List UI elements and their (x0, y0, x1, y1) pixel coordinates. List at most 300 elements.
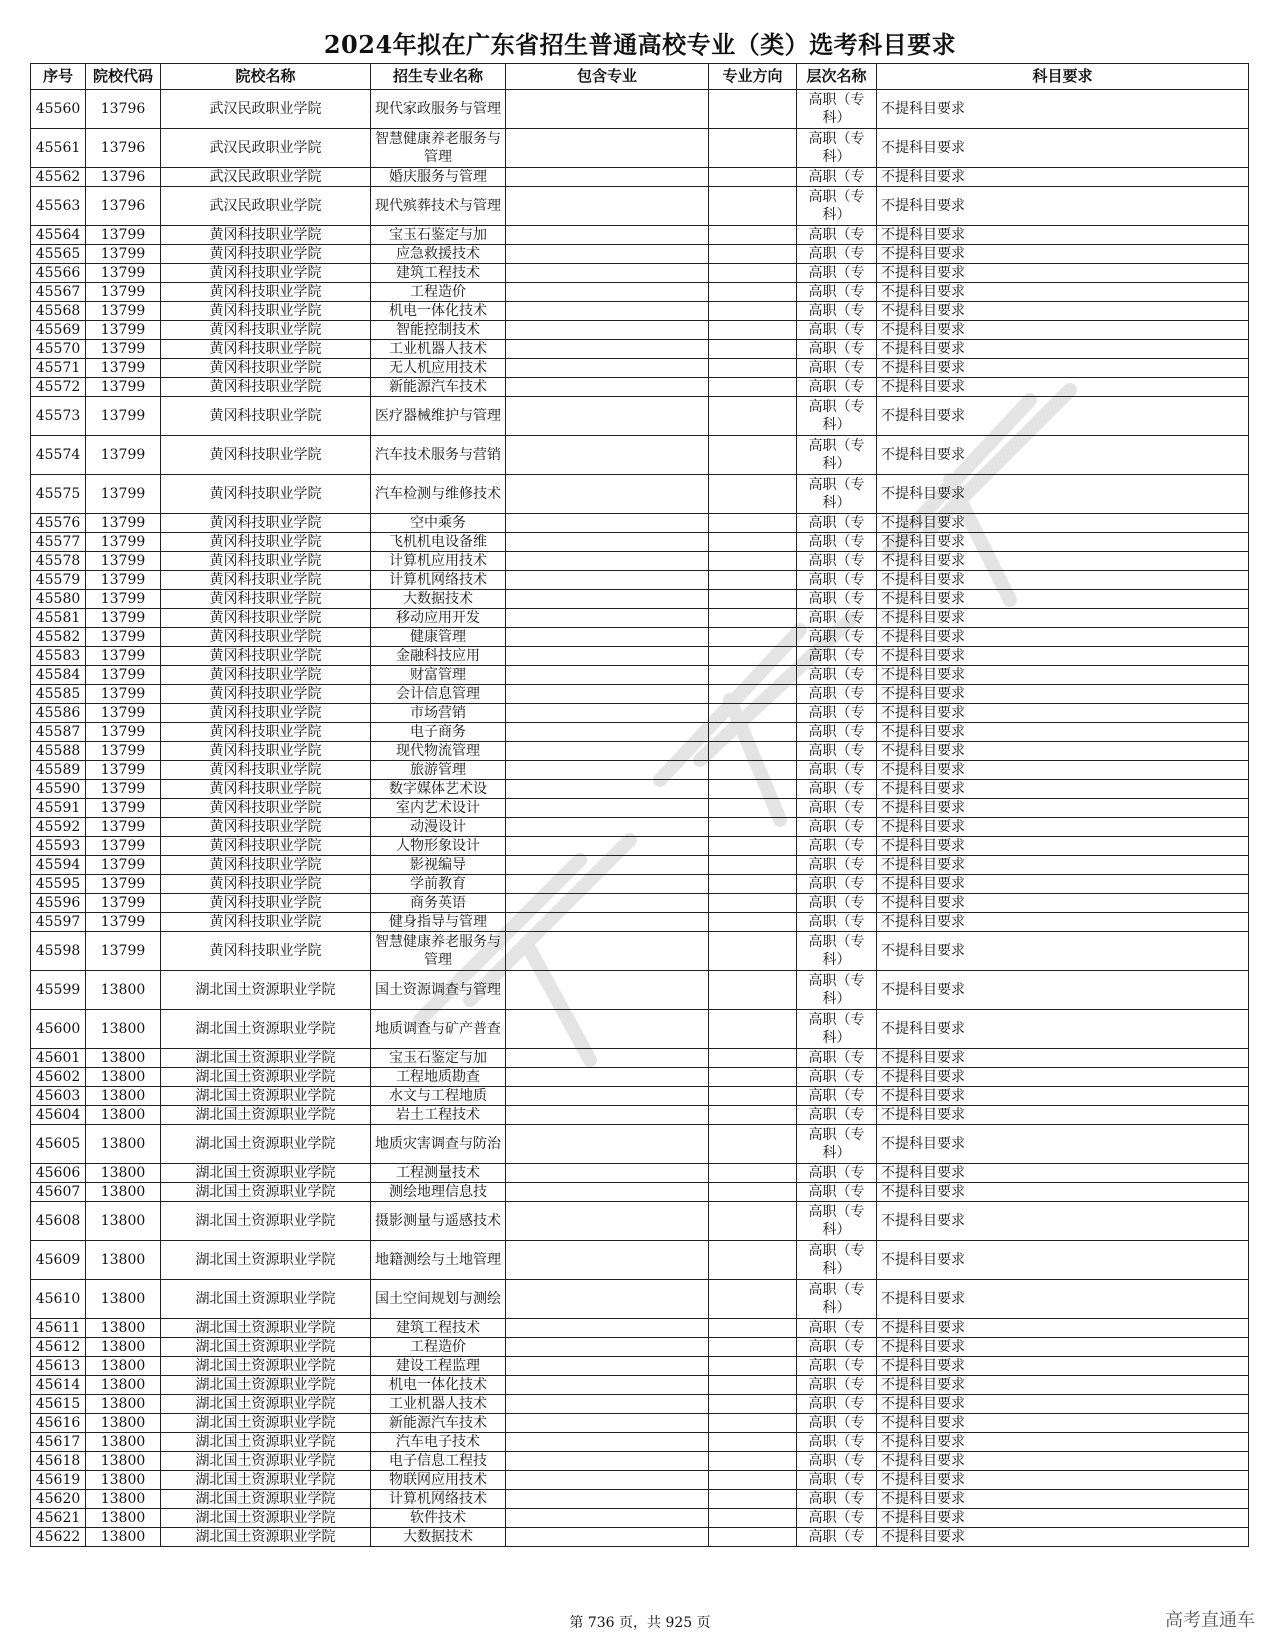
cell-requirement: 不提科目要求 (877, 1049, 1249, 1068)
table-row (31, 1049, 1249, 1068)
table-row (31, 1087, 1249, 1106)
cell-level: 高职（专科） (797, 397, 877, 436)
cell-school: 湖北国土资源职业学院 (161, 1414, 371, 1433)
cell-included (506, 552, 709, 571)
cell-code: 13800 (86, 1280, 161, 1319)
cell-major: 测绘地理信息技 (371, 1183, 506, 1202)
cell-major: 大数据技术 (371, 590, 506, 609)
cell-direction (709, 971, 797, 1010)
cell-major: 无人机应用技术 (371, 359, 506, 378)
cell-major: 医疗器械维护与管理 (371, 397, 506, 436)
cell-direction (709, 1509, 797, 1528)
cell-seq: 45622 (31, 1528, 86, 1547)
cell-code: 13800 (86, 1125, 161, 1164)
cell-level: 高职（专 (797, 514, 877, 533)
cell-included (506, 932, 709, 971)
cell-included (506, 1068, 709, 1087)
cell-major: 应急救援技术 (371, 245, 506, 264)
cell-school: 黄冈科技职业学院 (161, 780, 371, 799)
table-row (31, 971, 1249, 1010)
cell-included (506, 818, 709, 837)
cell-code: 13800 (86, 1164, 161, 1183)
cell-school: 黄冈科技职业学院 (161, 436, 371, 475)
cell-requirement: 不提科目要求 (877, 514, 1249, 533)
cell-code: 13799 (86, 226, 161, 245)
cell-direction (709, 1319, 797, 1338)
cell-school: 黄冈科技职业学院 (161, 359, 371, 378)
cell-seq: 45605 (31, 1125, 86, 1164)
table-row (31, 1241, 1249, 1280)
cell-included (506, 971, 709, 1010)
cell-major: 数字媒体艺术设 (371, 780, 506, 799)
cell-level: 高职（专 (797, 1471, 877, 1490)
cell-major: 新能源汽车技术 (371, 378, 506, 397)
cell-included (506, 168, 709, 187)
cell-level: 高职（专 (797, 168, 877, 187)
cell-seq: 45585 (31, 685, 86, 704)
cell-direction (709, 590, 797, 609)
table-row (31, 359, 1249, 378)
cell-seq: 45580 (31, 590, 86, 609)
cell-direction (709, 283, 797, 302)
cell-included (506, 1280, 709, 1319)
cell-code: 13799 (86, 837, 161, 856)
cell-included (506, 321, 709, 340)
cell-level: 高职（专 (797, 818, 877, 837)
cell-major: 财富管理 (371, 666, 506, 685)
cell-requirement: 不提科目要求 (877, 1125, 1249, 1164)
table-row (31, 1471, 1249, 1490)
cell-direction (709, 1414, 797, 1433)
cell-level: 高职（专 (797, 894, 877, 913)
cell-direction (709, 533, 797, 552)
table-row (31, 552, 1249, 571)
cell-major: 汽车电子技术 (371, 1433, 506, 1452)
cell-school: 湖北国土资源职业学院 (161, 1490, 371, 1509)
cell-direction (709, 1338, 797, 1357)
cell-requirement: 不提科目要求 (877, 1452, 1249, 1471)
table-row (31, 1414, 1249, 1433)
cell-code: 13800 (86, 1490, 161, 1509)
table-row (31, 1125, 1249, 1164)
cell-direction (709, 780, 797, 799)
table-row (31, 837, 1249, 856)
cell-direction (709, 226, 797, 245)
cell-direction (709, 628, 797, 647)
cell-level: 高职（专 (797, 1528, 877, 1547)
cell-requirement: 不提科目要求 (877, 533, 1249, 552)
cell-major: 计算机网络技术 (371, 1490, 506, 1509)
cell-code: 13799 (86, 913, 161, 932)
cell-requirement: 不提科目要求 (877, 340, 1249, 359)
cell-requirement: 不提科目要求 (877, 264, 1249, 283)
cell-level: 高职（专 (797, 1452, 877, 1471)
cell-seq: 45592 (31, 818, 86, 837)
cell-major: 飞机机电设备维 (371, 533, 506, 552)
cell-included (506, 1433, 709, 1452)
cell-code: 13799 (86, 245, 161, 264)
cell-school: 湖北国土资源职业学院 (161, 1338, 371, 1357)
cell-seq: 45615 (31, 1395, 86, 1414)
cell-direction (709, 302, 797, 321)
cell-seq: 45588 (31, 742, 86, 761)
cell-school: 湖北国土资源职业学院 (161, 1509, 371, 1528)
cell-school: 湖北国土资源职业学院 (161, 1241, 371, 1280)
table-row (31, 302, 1249, 321)
table-row (31, 475, 1249, 514)
cell-requirement: 不提科目要求 (877, 1376, 1249, 1395)
cell-major: 婚庆服务与管理 (371, 168, 506, 187)
cell-included (506, 875, 709, 894)
cell-major: 汽车检测与维修技术 (371, 475, 506, 514)
cell-code: 13799 (86, 799, 161, 818)
cell-seq: 45599 (31, 971, 86, 1010)
cell-code: 13796 (86, 90, 161, 129)
table-row (31, 1202, 1249, 1241)
cell-seq: 45581 (31, 609, 86, 628)
cell-school: 湖北国土资源职业学院 (161, 1319, 371, 1338)
page-title: 2024年拟在广东省招生普通高校专业（类）选考科目要求 (323, 30, 957, 59)
cell-seq: 45603 (31, 1087, 86, 1106)
cell-school: 黄冈科技职业学院 (161, 378, 371, 397)
cell-major: 现代物流管理 (371, 742, 506, 761)
cell-requirement: 不提科目要求 (877, 321, 1249, 340)
cell-included (506, 647, 709, 666)
cell-major: 宝玉石鉴定与加 (371, 1049, 506, 1068)
cell-requirement: 不提科目要求 (877, 971, 1249, 1010)
cell-code: 13800 (86, 1049, 161, 1068)
cell-school: 黄冈科技职业学院 (161, 875, 371, 894)
table-row (31, 226, 1249, 245)
cell-seq: 45606 (31, 1164, 86, 1183)
cell-seq: 45568 (31, 302, 86, 321)
cell-requirement: 不提科目要求 (877, 1202, 1249, 1241)
cell-school: 湖北国土资源职业学院 (161, 1202, 371, 1241)
cell-school: 湖北国土资源职业学院 (161, 1164, 371, 1183)
cell-major: 软件技术 (371, 1509, 506, 1528)
cell-level: 高职（专 (797, 837, 877, 856)
col-seq: 序号 (31, 64, 86, 90)
cell-requirement: 不提科目要求 (877, 1087, 1249, 1106)
cell-requirement: 不提科目要求 (877, 283, 1249, 302)
cell-major: 旅游管理 (371, 761, 506, 780)
cell-included (506, 475, 709, 514)
cell-code: 13799 (86, 590, 161, 609)
cell-seq: 45593 (31, 837, 86, 856)
cell-seq: 45570 (31, 340, 86, 359)
cell-direction (709, 1280, 797, 1319)
cell-requirement: 不提科目要求 (877, 1068, 1249, 1087)
cell-school: 湖北国土资源职业学院 (161, 1357, 371, 1376)
cell-seq: 45612 (31, 1338, 86, 1357)
cell-major: 摄影测量与遥感技术 (371, 1202, 506, 1241)
cell-major: 金融科技应用 (371, 647, 506, 666)
table-row (31, 818, 1249, 837)
cell-requirement: 不提科目要求 (877, 1183, 1249, 1202)
cell-included (506, 378, 709, 397)
cell-code: 13796 (86, 187, 161, 226)
cell-requirement: 不提科目要求 (877, 129, 1249, 168)
table-row (31, 1509, 1249, 1528)
cell-major: 国土空间规划与测绘 (371, 1280, 506, 1319)
cell-level: 高职（专 (797, 1068, 877, 1087)
cell-level: 高职（专 (797, 1490, 877, 1509)
cell-school: 黄冈科技职业学院 (161, 723, 371, 742)
cell-seq: 45611 (31, 1319, 86, 1338)
cell-major: 地籍测绘与土地管理 (371, 1241, 506, 1280)
table-row (31, 1106, 1249, 1125)
cell-code: 13800 (86, 1471, 161, 1490)
cell-seq: 45621 (31, 1509, 86, 1528)
cell-included (506, 1338, 709, 1357)
brand-label: 高考直通车 (1165, 1610, 1255, 1631)
cell-requirement: 不提科目要求 (877, 1395, 1249, 1414)
cell-level: 高职（专 (797, 1338, 877, 1357)
table-row (31, 685, 1249, 704)
col-major: 招生专业名称 (371, 64, 506, 90)
cell-direction (709, 761, 797, 780)
cell-included (506, 628, 709, 647)
cell-direction (709, 1528, 797, 1547)
cell-included (506, 1452, 709, 1471)
cell-level: 高职（专 (797, 1049, 877, 1068)
cell-seq: 45614 (31, 1376, 86, 1395)
cell-school: 黄冈科技职业学院 (161, 666, 371, 685)
cell-major: 智能控制技术 (371, 321, 506, 340)
cell-included (506, 1509, 709, 1528)
cell-code: 13799 (86, 302, 161, 321)
cell-school: 黄冈科技职业学院 (161, 264, 371, 283)
cell-school: 黄冈科技职业学院 (161, 799, 371, 818)
table-row (31, 321, 1249, 340)
cell-seq: 45573 (31, 397, 86, 436)
cell-direction (709, 856, 797, 875)
cell-included (506, 666, 709, 685)
cell-major: 智慧健康养老服务与管理 (371, 129, 506, 168)
cell-code: 13799 (86, 685, 161, 704)
cell-school: 武汉民政职业学院 (161, 90, 371, 129)
cell-level: 高职（专科） (797, 1202, 877, 1241)
cell-level: 高职（专 (797, 1395, 877, 1414)
cell-direction (709, 1068, 797, 1087)
cell-included (506, 609, 709, 628)
cell-code: 13799 (86, 533, 161, 552)
cell-code: 13800 (86, 1202, 161, 1241)
cell-seq: 45597 (31, 913, 86, 932)
cell-level: 高职（专 (797, 533, 877, 552)
cell-seq: 45591 (31, 799, 86, 818)
cell-code: 13799 (86, 397, 161, 436)
cell-included (506, 514, 709, 533)
cell-included (506, 704, 709, 723)
cell-school: 武汉民政职业学院 (161, 168, 371, 187)
cell-direction (709, 514, 797, 533)
cell-requirement: 不提科目要求 (877, 742, 1249, 761)
cell-major: 工程造价 (371, 283, 506, 302)
cell-school: 黄冈科技职业学院 (161, 894, 371, 913)
cell-major: 建设工程监理 (371, 1357, 506, 1376)
cell-seq: 45578 (31, 552, 86, 571)
cell-level: 高职（专 (797, 1357, 877, 1376)
cell-direction (709, 1125, 797, 1164)
cell-direction (709, 666, 797, 685)
cell-code: 13799 (86, 742, 161, 761)
cell-requirement: 不提科目要求 (877, 628, 1249, 647)
cell-included (506, 533, 709, 552)
cell-major: 室内艺术设计 (371, 799, 506, 818)
cell-requirement: 不提科目要求 (877, 818, 1249, 837)
cell-seq: 45601 (31, 1049, 86, 1068)
cell-seq: 45575 (31, 475, 86, 514)
cell-major: 电子商务 (371, 723, 506, 742)
cell-seq: 45602 (31, 1068, 86, 1087)
cell-direction (709, 1357, 797, 1376)
cell-included (506, 1319, 709, 1338)
cell-school: 湖北国土资源职业学院 (161, 1433, 371, 1452)
cell-school: 黄冈科技职业学院 (161, 302, 371, 321)
cell-included (506, 856, 709, 875)
cell-requirement: 不提科目要求 (877, 1280, 1249, 1319)
cell-major: 工程测量技术 (371, 1164, 506, 1183)
cell-code: 13799 (86, 436, 161, 475)
cell-level: 高职（专 (797, 1509, 877, 1528)
cell-level: 高职（专 (797, 1106, 877, 1125)
cell-code: 13799 (86, 552, 161, 571)
cell-level: 高职（专 (797, 1183, 877, 1202)
cell-school: 湖北国土资源职业学院 (161, 1087, 371, 1106)
cell-direction (709, 378, 797, 397)
cell-code: 13800 (86, 1106, 161, 1125)
cell-level: 高职（专 (797, 666, 877, 685)
cell-included (506, 913, 709, 932)
cell-included (506, 780, 709, 799)
cell-requirement: 不提科目要求 (877, 187, 1249, 226)
cell-included (506, 302, 709, 321)
cell-seq: 45594 (31, 856, 86, 875)
cell-school: 黄冈科技职业学院 (161, 609, 371, 628)
cell-included (506, 837, 709, 856)
cell-major: 会计信息管理 (371, 685, 506, 704)
cell-included (506, 1376, 709, 1395)
cell-direction (709, 875, 797, 894)
cell-major: 汽车技术服务与营销 (371, 436, 506, 475)
cell-major: 电子信息工程技 (371, 1452, 506, 1471)
cell-school: 黄冈科技职业学院 (161, 590, 371, 609)
table-row (31, 1490, 1249, 1509)
cell-level: 高职（专 (797, 1087, 877, 1106)
cell-school: 黄冈科技职业学院 (161, 533, 371, 552)
cell-level: 高职（专 (797, 302, 877, 321)
cell-direction (709, 685, 797, 704)
cell-direction (709, 1049, 797, 1068)
cell-direction (709, 723, 797, 742)
cell-level: 高职（专科） (797, 129, 877, 168)
col-requirement: 科目要求 (877, 64, 1249, 90)
cell-direction (709, 1471, 797, 1490)
cell-seq: 45590 (31, 780, 86, 799)
cell-included (506, 397, 709, 436)
table-row (31, 397, 1249, 436)
cell-major: 空中乘务 (371, 514, 506, 533)
table-row (31, 1010, 1249, 1049)
cell-included (506, 1471, 709, 1490)
table-row (31, 283, 1249, 302)
cell-major: 国土资源调查与管理 (371, 971, 506, 1010)
cell-major: 建筑工程技术 (371, 264, 506, 283)
cell-level: 高职（专科） (797, 1125, 877, 1164)
cell-included (506, 761, 709, 780)
table-row (31, 1164, 1249, 1183)
cell-level: 高职（专 (797, 283, 877, 302)
cell-seq: 45616 (31, 1414, 86, 1433)
cell-major: 市场营销 (371, 704, 506, 723)
cell-school: 黄冈科技职业学院 (161, 475, 371, 514)
cell-major: 人物形象设计 (371, 837, 506, 856)
table-row (31, 742, 1249, 761)
cell-major: 现代殡葬技术与管理 (371, 187, 506, 226)
cell-requirement: 不提科目要求 (877, 723, 1249, 742)
cell-requirement: 不提科目要求 (877, 685, 1249, 704)
cell-major: 岩土工程技术 (371, 1106, 506, 1125)
cell-code: 13799 (86, 856, 161, 875)
cell-level: 高职（专 (797, 761, 877, 780)
cell-requirement: 不提科目要求 (877, 1241, 1249, 1280)
cell-requirement: 不提科目要求 (877, 590, 1249, 609)
cell-requirement: 不提科目要求 (877, 571, 1249, 590)
cell-code: 13799 (86, 283, 161, 302)
cell-major: 工程地质勘查 (371, 1068, 506, 1087)
cell-seq: 45564 (31, 226, 86, 245)
cell-direction (709, 913, 797, 932)
cell-direction (709, 321, 797, 340)
cell-requirement: 不提科目要求 (877, 1433, 1249, 1452)
table-row (31, 168, 1249, 187)
cell-level: 高职（专 (797, 799, 877, 818)
cell-seq: 45608 (31, 1202, 86, 1241)
cell-requirement: 不提科目要求 (877, 913, 1249, 932)
table-row (31, 666, 1249, 685)
table-row (31, 436, 1249, 475)
cell-seq: 45620 (31, 1490, 86, 1509)
table-row (31, 187, 1249, 226)
cell-direction (709, 704, 797, 723)
cell-requirement: 不提科目要求 (877, 609, 1249, 628)
cell-major: 宝玉石鉴定与加 (371, 226, 506, 245)
cell-level: 高职（专 (797, 245, 877, 264)
cell-code: 13800 (86, 1241, 161, 1280)
table-row (31, 1357, 1249, 1376)
table-row (31, 647, 1249, 666)
cell-code: 13800 (86, 1414, 161, 1433)
cell-major: 影视编导 (371, 856, 506, 875)
table-row (31, 1183, 1249, 1202)
cell-level: 高职（专科） (797, 1010, 877, 1049)
cell-school: 湖北国土资源职业学院 (161, 1106, 371, 1125)
cell-level: 高职（专 (797, 1319, 877, 1338)
table-row (31, 571, 1249, 590)
cell-requirement: 不提科目要求 (877, 436, 1249, 475)
cell-code: 13796 (86, 129, 161, 168)
cell-code: 13800 (86, 1433, 161, 1452)
cell-direction (709, 187, 797, 226)
cell-included (506, 1414, 709, 1433)
cell-level: 高职（专 (797, 704, 877, 723)
cell-level: 高职（专 (797, 552, 877, 571)
cell-school: 黄冈科技职业学院 (161, 932, 371, 971)
cell-direction (709, 340, 797, 359)
cell-level: 高职（专 (797, 609, 877, 628)
cell-included (506, 1357, 709, 1376)
